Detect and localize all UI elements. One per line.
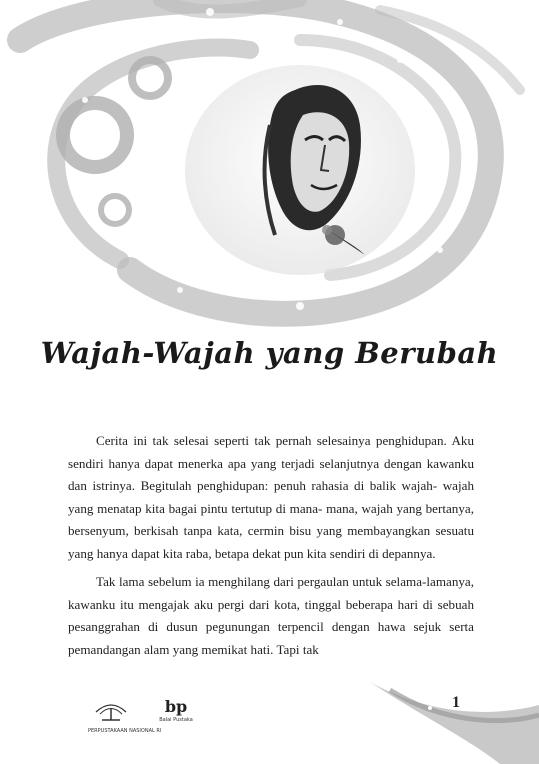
balai-pustaka-logo: [154, 698, 198, 723]
balai-pustaka-caption: Balai Pustaka: [159, 717, 193, 723]
balai-pustaka-mark: bp: [164, 697, 188, 716]
page-number: 1: [452, 694, 460, 711]
perpustakaan-caption: PERPUSTAKAAN NASIONAL RI: [88, 728, 162, 734]
bottom-swoosh-ornament: [0, 660, 539, 764]
paragraph: Cerita ini tak selesai seperti tak pernah selesainya penghidupan. Aku sendiri hanya dapat menerka apa yang terjadi selanjutnya dengan kawanku dan istrinya. Begitulah penghidupan: penuh rahasia di balik wajah- wajah yang menatap kita bagai pintu tertutup di mana- mana, wajah yang bertanya, bersenyum, berkisah tanpa kata, cermin bisu yang membayangkan sesuatu yang hanya dapat kita raba, betapa dekat pun kita sendiri di depannya.: [68, 433, 474, 561]
perpustakaan-logo: [88, 700, 162, 734]
paragraph: Tak lama sebelum ia menghilang dari pergaulan untuk selama-lamanya, kawanku itu mengajak aku pergi dari kota, tinggal beberapa hari di sebuah pesanggrahan di dusun pegunungan terpencil dengan hawa sejuk serta pemandangan alam yang memikat hati. Tapi tak: [68, 574, 474, 657]
chapter-title: Wajah-Wajah yang Berubah: [40, 336, 499, 370]
chapter-illustration: [0, 0, 539, 330]
tree-logo-icon: [88, 700, 134, 722]
chapter-body: [68, 430, 474, 667]
